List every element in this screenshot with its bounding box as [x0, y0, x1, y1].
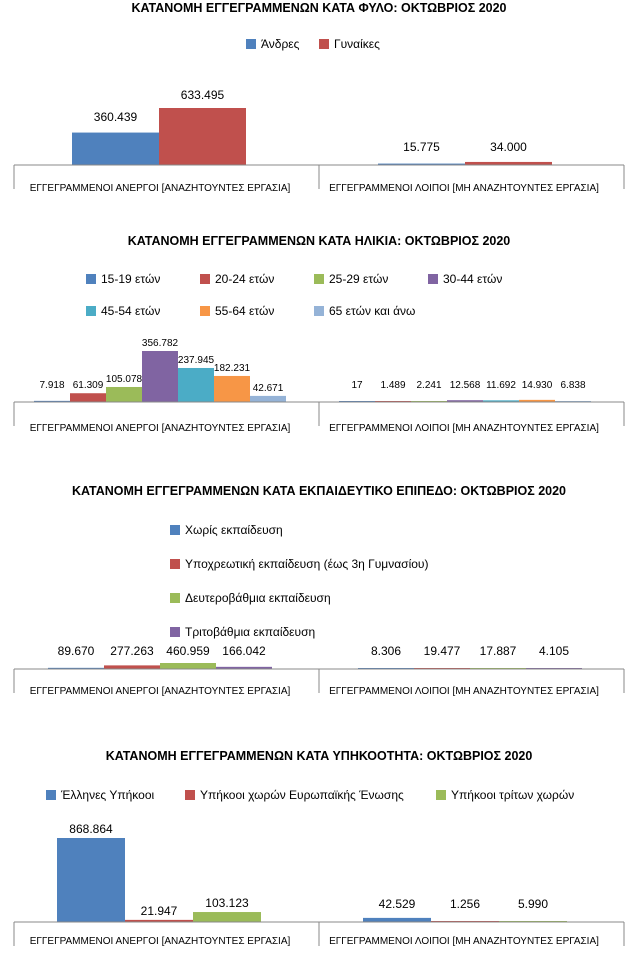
data-label: 42.529	[378, 897, 416, 911]
data-label: 166.042	[222, 644, 266, 658]
legend-swatch	[86, 274, 96, 284]
data-label: 1.489	[380, 380, 406, 391]
bar	[57, 838, 125, 922]
bar	[142, 351, 178, 402]
data-label: 360.439	[93, 110, 138, 124]
data-label: 105.078	[105, 373, 143, 385]
chart-education-svg	[0, 480, 638, 742]
category-label: ΕΓΓΕΓΡΑΜΜΕΝΟΙ ΛΟΙΠΟΙ [ΜΗ ΑΝΑΖΗΤΟΥΝΤΕΣ ΕΡΓΑΣΙΑ]	[329, 936, 599, 947]
legend-swatch	[314, 274, 324, 284]
legend-entry: Δευτεροβάθμια εκπαίδευση	[185, 591, 331, 605]
bar	[250, 396, 286, 402]
data-label: 14.930	[521, 380, 553, 391]
legend-entry: Χωρίς εκπαίδευση	[185, 523, 283, 537]
legend-swatch	[436, 790, 446, 800]
legend-entry: Υποχρεωτική εκπαίδευση (έως 3η Γυμνασίου)	[185, 557, 429, 571]
chart-citizenship	[0, 742, 638, 972]
legend-swatch	[246, 39, 256, 49]
chart-age	[0, 230, 638, 480]
data-label: 182.231	[213, 362, 251, 374]
legend-swatch	[86, 306, 96, 316]
legend-swatch	[428, 274, 438, 284]
category-label: ΕΓΓΕΓΡΑΜΜΕΝΟΙ ΛΟΙΠΟΙ [ΜΗ ΑΝΑΖΗΤΟΥΝΤΕΣ ΕΡΓΑΣΙΑ]	[329, 686, 599, 697]
data-label: 237.945	[177, 354, 215, 366]
legend-swatch	[170, 627, 180, 637]
chart-age-svg	[0, 230, 638, 480]
data-label: 868.864	[69, 822, 113, 836]
data-label: 2.241	[416, 380, 442, 391]
legend-entry: Υπήκοοι τρίτων χωρών	[451, 788, 575, 802]
legend-entry: Γυναίκες	[334, 37, 380, 51]
legend-swatch	[200, 306, 210, 316]
chart-citizenship-svg	[0, 742, 638, 972]
category-label: ΕΓΓΕΓΡΑΜΜΕΝΟΙ ΑΝΕΡΓΟΙ [ΑΝΑΖΗΤΟΥΝΤΕΣ ΕΡΓΑΣΙΑ]	[29, 183, 291, 194]
legend-entry: 65 ετών και άνω	[329, 304, 416, 318]
data-label: 5.990	[517, 897, 549, 911]
chart-gender-svg	[0, 0, 638, 230]
bar	[72, 133, 159, 165]
data-label: 21.947	[140, 903, 178, 918]
chart-gender	[0, 0, 638, 230]
bar	[363, 918, 431, 922]
data-label: 17.887	[479, 644, 517, 658]
legend-entry: Υπήκοοι χωρών Ευρωπαϊκής Ένωσης	[200, 788, 404, 802]
data-label: 15.775	[403, 140, 440, 154]
category-label: ΕΓΓΕΓΡΑΜΜΕΝΟΙ ΛΟΙΠΟΙ [ΜΗ ΑΝΑΖΗΤΟΥΝΤΕΣ ΕΡΓΑΣΙΑ]	[329, 423, 599, 434]
bar	[214, 376, 250, 402]
bar	[70, 393, 106, 402]
data-label: 42.671	[252, 382, 284, 394]
category-label: ΕΓΓΕΓΡΑΜΜΕΝΟΙ ΑΝΕΡΓΟΙ [ΑΝΑΖΗΤΟΥΝΤΕΣ ΕΡΓΑΣΙΑ]	[29, 936, 291, 947]
data-label: 61.309	[72, 380, 104, 392]
legend-swatch	[185, 790, 195, 800]
legend-entry: Άνδρες	[261, 37, 300, 51]
chart-title: ΚΑΤΑΝΟΜΗ ΕΓΓΕΓΡΑΜΜΕΝΩΝ ΚΑΤΑ ΗΛΙΚΙΑ: ΟΚΤΩΒΡΙΟΣ 2020	[127, 234, 511, 248]
bar	[178, 368, 214, 402]
chart-title: ΚΑΤΑΝΟΜΗ ΕΓΓΕΓΡΑΜΜΕΝΩΝ ΚΑΤΑ ΦΥΛΟ: ΟΚΤΩΒΡΙΟΣ 2020	[131, 1, 507, 15]
legend-swatch	[46, 790, 56, 800]
legend-entry: Τριτοβάθμια εκπαίδευση	[185, 625, 316, 639]
legend-swatch	[170, 525, 180, 535]
data-label: 7.918	[39, 380, 65, 391]
bar	[193, 912, 261, 922]
data-label: 460.959	[166, 644, 210, 658]
data-label: 6.838	[560, 380, 586, 391]
chart-title: ΚΑΤΑΝΟΜΗ ΕΓΓΕΓΡΑΜΜΕΝΩΝ ΚΑΤΑ ΕΚΠΑΙΔΕΥΤΙΚΟ ΕΠΙΠΕΔΟ: ΟΚΤΩΒΡΙΟΣ 2020	[71, 484, 567, 498]
bar	[159, 108, 246, 165]
chart-title: ΚΑΤΑΝΟΜΗ ΕΓΓΕΓΡΑΜΜΕΝΩΝ ΚΑΤΑ ΥΠΗΚΟΟΤΗΤΑ: ΟΚΤΩΒΡΙΟΣ 2020	[105, 749, 533, 763]
bar	[106, 387, 142, 402]
bar	[160, 663, 216, 669]
data-label: 103.123	[205, 896, 249, 911]
data-label: 19.477	[423, 644, 461, 658]
category-label: ΕΓΓΕΓΡΑΜΜΕΝΟΙ ΑΝΕΡΓΟΙ [ΑΝΑΖΗΤΟΥΝΤΕΣ ΕΡΓΑΣΙΑ]	[29, 686, 291, 697]
legend-entry: 30-44 ετών	[443, 272, 503, 286]
legend-swatch	[170, 559, 180, 569]
legend-swatch	[170, 593, 180, 603]
category-label: ΕΓΓΕΓΡΑΜΜΕΝΟΙ ΛΟΙΠΟΙ [ΜΗ ΑΝΑΖΗΤΟΥΝΤΕΣ ΕΡΓΑΣΙΑ]	[329, 183, 599, 194]
category-label: ΕΓΓΕΓΡΑΜΜΕΝΟΙ ΑΝΕΡΓΟΙ [ΑΝΑΖΗΤΟΥΝΤΕΣ ΕΡΓΑΣΙΑ]	[29, 423, 291, 434]
data-label: 8.306	[370, 644, 402, 658]
legend-swatch	[200, 274, 210, 284]
data-label: 89.670	[57, 644, 95, 658]
legend-entry: 15-19 ετών	[101, 272, 161, 286]
legend-entry: Έλληνες Υπήκοοι	[61, 788, 155, 802]
data-label: 4.105	[538, 644, 570, 658]
data-label: 17	[351, 380, 363, 391]
data-label: 633.495	[180, 88, 225, 102]
chart-education	[0, 480, 638, 742]
data-label: 11.692	[486, 380, 516, 391]
data-label: 356.782	[141, 338, 179, 349]
legend-entry: 45-54 ετών	[101, 304, 161, 318]
legend-swatch	[319, 39, 329, 49]
legend-entry: 20-24 ετών	[215, 272, 275, 286]
data-label: 12.568	[449, 380, 481, 391]
bar	[104, 665, 160, 669]
data-label: 1.256	[449, 897, 481, 911]
legend-entry: 55-64 ετών	[215, 304, 275, 318]
legend-swatch	[314, 306, 324, 316]
data-label: 277.263	[110, 644, 154, 658]
data-label: 34.000	[490, 140, 527, 154]
legend-entry: 25-29 ετών	[329, 272, 389, 286]
